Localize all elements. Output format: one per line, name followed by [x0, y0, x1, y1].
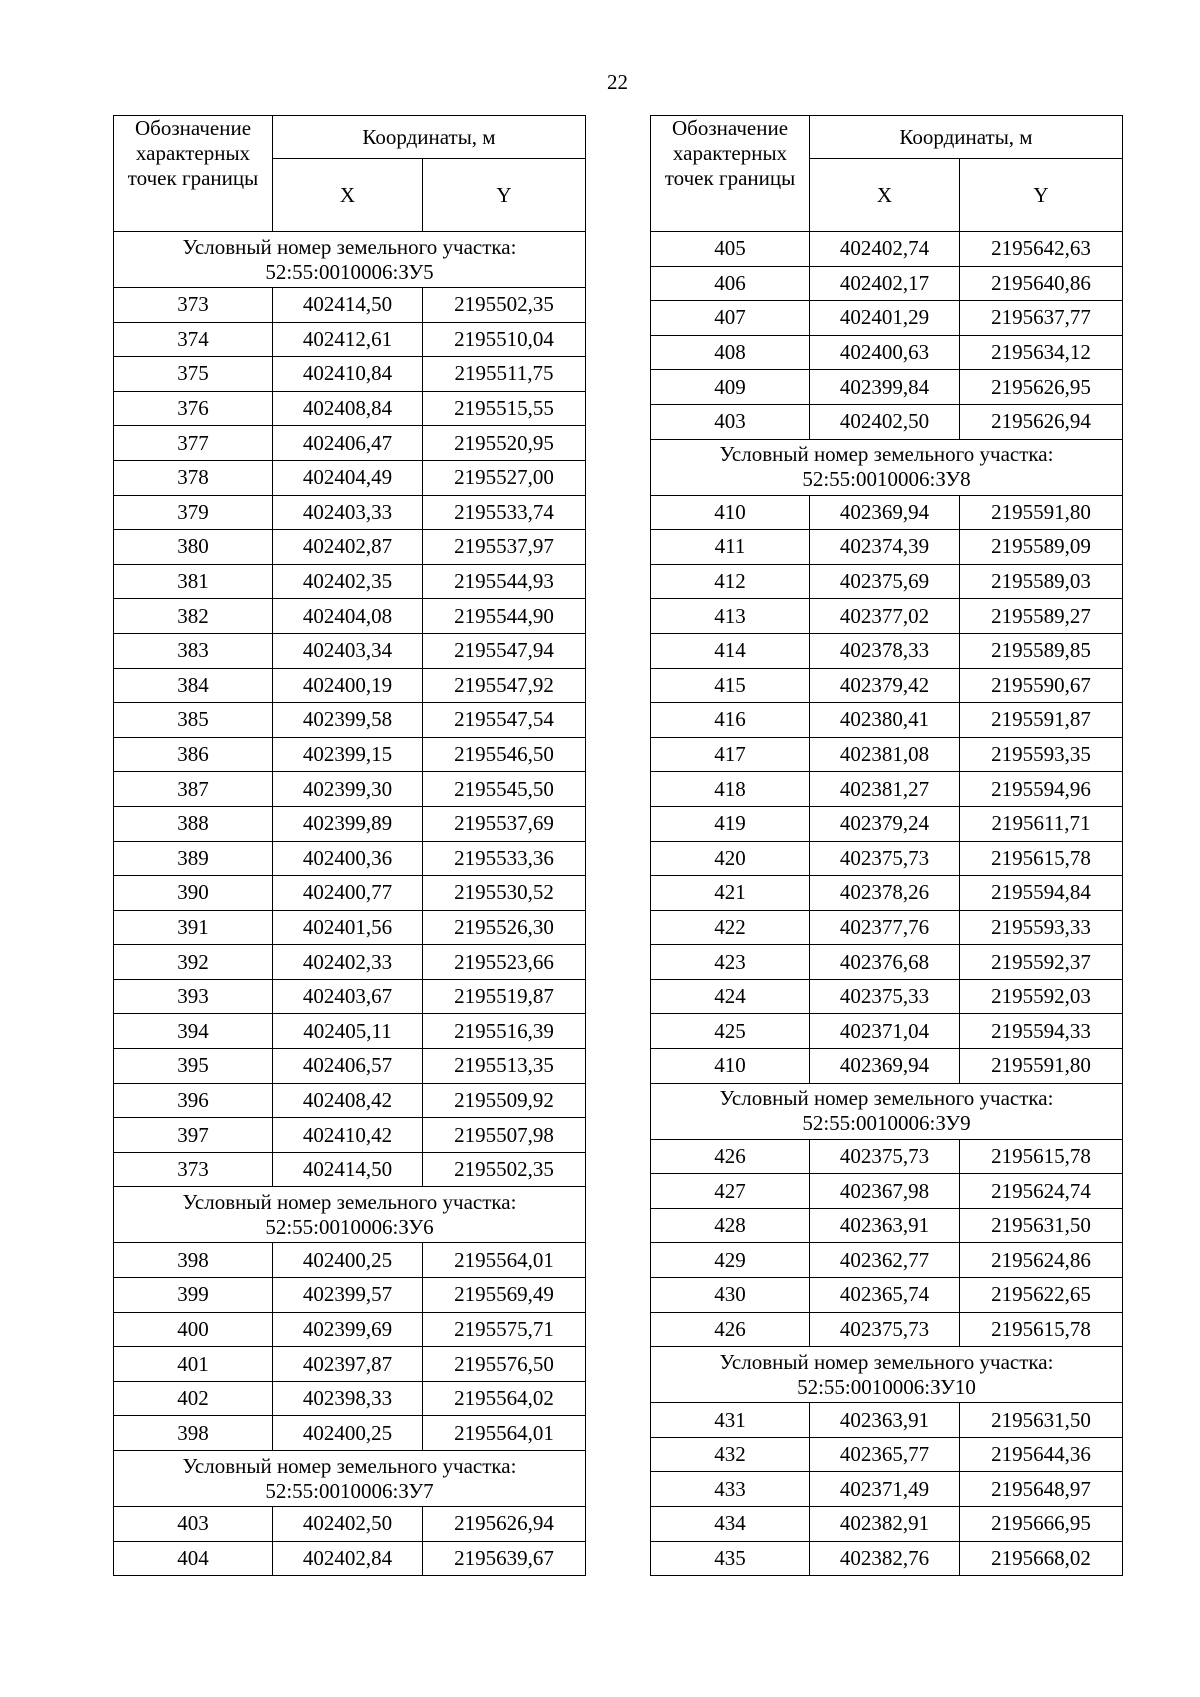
point-cell: 430	[651, 1278, 810, 1313]
table-row	[114, 322, 586, 357]
point-cell: 426	[651, 1312, 810, 1347]
point-cell: 382	[114, 599, 273, 634]
coordinates-table-left	[113, 115, 586, 1576]
x-cell: 402398,33	[273, 1381, 423, 1416]
x-cell: 402402,17	[810, 266, 960, 301]
table-row	[651, 1014, 1123, 1049]
point-cell: 390	[114, 876, 273, 911]
x-cell: 402371,04	[810, 1014, 960, 1049]
table-row	[114, 1278, 586, 1313]
x-cell: 402399,30	[273, 772, 423, 807]
table-row	[114, 703, 586, 738]
table-row	[114, 495, 586, 530]
x-cell: 402375,33	[810, 979, 960, 1014]
parcel-number-label: Условный номер земельного участка: 52:55:0010006:ЗУ8	[651, 439, 1123, 495]
y-cell: 2195564,01	[423, 1243, 586, 1278]
x-cell: 402375,73	[810, 841, 960, 876]
y-cell: 2195509,92	[423, 1083, 586, 1118]
table-row	[651, 232, 1123, 267]
section-row	[114, 1451, 586, 1507]
table-row	[114, 633, 586, 668]
x-cell: 402406,47	[273, 426, 423, 461]
point-cell: 381	[114, 564, 273, 599]
point-cell: 374	[114, 322, 273, 357]
y-cell: 2195537,69	[423, 806, 586, 841]
x-cell: 402403,67	[273, 979, 423, 1014]
y-cell: 2195511,75	[423, 357, 586, 392]
table-header	[114, 116, 586, 232]
parcel-number-label: Условный номер земельного участка: 52:55:0010006:ЗУ5	[114, 232, 586, 288]
y-cell: 2195507,98	[423, 1118, 586, 1153]
table-row	[651, 772, 1123, 807]
x-cell: 402369,94	[810, 495, 960, 530]
table-row	[114, 1014, 586, 1049]
table-row	[651, 945, 1123, 980]
y-cell: 2195591,80	[960, 1049, 1123, 1084]
table-row	[114, 1083, 586, 1118]
y-cell: 2195545,50	[423, 772, 586, 807]
y-cell: 2195523,66	[423, 945, 586, 980]
point-cell: 395	[114, 1049, 273, 1084]
table-row	[114, 426, 586, 461]
y-cell: 2195569,49	[423, 1278, 586, 1313]
table-row	[651, 1437, 1123, 1472]
y-cell: 2195594,84	[960, 876, 1123, 911]
point-cell: 425	[651, 1014, 810, 1049]
point-cell: 435	[651, 1541, 810, 1576]
x-cell: 402375,69	[810, 564, 960, 599]
table-row	[651, 876, 1123, 911]
point-cell: 397	[114, 1118, 273, 1153]
x-cell: 402414,50	[273, 1152, 423, 1187]
point-cell: 423	[651, 945, 810, 980]
point-cell: 422	[651, 910, 810, 945]
point-cell: 403	[651, 404, 810, 439]
point-cell: 421	[651, 876, 810, 911]
table-row	[114, 460, 586, 495]
section-row	[114, 1187, 586, 1243]
point-cell: 417	[651, 737, 810, 772]
table-row	[114, 945, 586, 980]
x-cell: 402410,84	[273, 357, 423, 392]
x-cell: 402381,08	[810, 737, 960, 772]
point-designation-header: Обозначение характерных точек границы	[114, 116, 273, 232]
point-cell: 379	[114, 495, 273, 530]
y-cell: 2195624,86	[960, 1243, 1123, 1278]
x-cell: 402400,19	[273, 668, 423, 703]
table-row	[651, 1541, 1123, 1576]
y-cell: 2195589,85	[960, 633, 1123, 668]
point-cell: 402	[114, 1381, 273, 1416]
table-row	[114, 1243, 586, 1278]
x-cell: 402362,77	[810, 1243, 960, 1278]
table-row	[114, 288, 586, 323]
table-row	[651, 633, 1123, 668]
table-row	[114, 806, 586, 841]
x-cell: 402382,91	[810, 1507, 960, 1542]
point-cell: 376	[114, 391, 273, 426]
point-cell: 427	[651, 1174, 810, 1209]
x-cell: 402375,73	[810, 1312, 960, 1347]
point-cell: 383	[114, 633, 273, 668]
y-cell: 2195544,90	[423, 599, 586, 634]
table-row	[651, 266, 1123, 301]
table-row	[114, 1049, 586, 1084]
point-cell: 426	[651, 1139, 810, 1174]
table-row	[114, 1381, 586, 1416]
x-cell: 402402,33	[273, 945, 423, 980]
point-cell: 414	[651, 633, 810, 668]
x-cell: 402365,77	[810, 1437, 960, 1472]
table-row	[651, 530, 1123, 565]
x-cell: 402402,84	[273, 1541, 423, 1576]
table-row	[651, 564, 1123, 599]
y-cell: 2195590,67	[960, 668, 1123, 703]
x-cell: 402402,35	[273, 564, 423, 599]
y-cell: 2195591,87	[960, 703, 1123, 738]
y-cell: 2195624,74	[960, 1174, 1123, 1209]
point-cell: 380	[114, 530, 273, 565]
x-header: X	[810, 159, 960, 232]
coordinates-header: Координаты, м	[810, 116, 1123, 159]
y-header: Y	[423, 159, 586, 232]
x-cell: 402399,84	[810, 370, 960, 405]
x-cell: 402402,50	[273, 1507, 423, 1542]
y-cell: 2195576,50	[423, 1347, 586, 1382]
table-row	[651, 910, 1123, 945]
point-cell: 434	[651, 1507, 810, 1542]
table-row	[651, 1174, 1123, 1209]
point-cell: 412	[651, 564, 810, 599]
x-cell: 402363,91	[810, 1208, 960, 1243]
point-cell: 391	[114, 910, 273, 945]
x-cell: 402405,11	[273, 1014, 423, 1049]
point-cell: 405	[651, 232, 810, 267]
parcel-number-label: Условный номер земельного участка: 52:55:0010006:ЗУ7	[114, 1451, 586, 1507]
point-cell: 415	[651, 668, 810, 703]
y-cell: 2195546,50	[423, 737, 586, 772]
x-cell: 402365,74	[810, 1278, 960, 1313]
table-row	[114, 772, 586, 807]
point-cell: 406	[651, 266, 810, 301]
x-cell: 402400,63	[810, 335, 960, 370]
x-cell: 402402,87	[273, 530, 423, 565]
point-cell: 433	[651, 1472, 810, 1507]
x-cell: 402406,57	[273, 1049, 423, 1084]
table-row	[114, 599, 586, 634]
point-cell: 429	[651, 1243, 810, 1278]
x-cell: 402403,34	[273, 633, 423, 668]
point-cell: 418	[651, 772, 810, 807]
point-cell: 419	[651, 806, 810, 841]
table-row	[114, 737, 586, 772]
table-body	[651, 232, 1123, 1576]
point-cell: 387	[114, 772, 273, 807]
table-row	[651, 370, 1123, 405]
y-cell: 2195513,35	[423, 1049, 586, 1084]
y-cell: 2195648,97	[960, 1472, 1123, 1507]
x-cell: 402404,49	[273, 460, 423, 495]
x-cell: 402403,33	[273, 495, 423, 530]
point-cell: 389	[114, 841, 273, 876]
point-cell: 373	[114, 1152, 273, 1187]
point-cell: 398	[114, 1243, 273, 1278]
y-cell: 2195644,36	[960, 1437, 1123, 1472]
table-row	[114, 530, 586, 565]
y-cell: 2195547,92	[423, 668, 586, 703]
point-cell: 377	[114, 426, 273, 461]
x-cell: 402379,24	[810, 806, 960, 841]
y-cell: 2195510,04	[423, 322, 586, 357]
y-cell: 2195668,02	[960, 1541, 1123, 1576]
x-cell: 402381,27	[810, 772, 960, 807]
x-cell: 402401,56	[273, 910, 423, 945]
point-cell: 410	[651, 495, 810, 530]
table-row	[651, 979, 1123, 1014]
y-cell: 2195592,37	[960, 945, 1123, 980]
y-cell: 2195615,78	[960, 841, 1123, 876]
table-row	[114, 357, 586, 392]
x-cell: 402374,39	[810, 530, 960, 565]
table-row	[114, 1152, 586, 1187]
point-cell: 399	[114, 1278, 273, 1313]
point-cell: 401	[114, 1347, 273, 1382]
x-cell: 402371,49	[810, 1472, 960, 1507]
y-cell: 2195502,35	[423, 288, 586, 323]
point-cell: 413	[651, 599, 810, 634]
point-cell: 384	[114, 668, 273, 703]
y-cell: 2195631,50	[960, 1403, 1123, 1438]
y-cell: 2195615,78	[960, 1312, 1123, 1347]
x-cell: 402377,76	[810, 910, 960, 945]
x-cell: 402399,69	[273, 1312, 423, 1347]
y-cell: 2195519,87	[423, 979, 586, 1014]
coordinates-table-right	[650, 115, 1123, 1576]
x-cell: 402375,73	[810, 1139, 960, 1174]
x-cell: 402414,50	[273, 288, 423, 323]
y-cell: 2195626,95	[960, 370, 1123, 405]
point-cell: 432	[651, 1437, 810, 1472]
y-cell: 2195639,67	[423, 1541, 586, 1576]
point-cell: 420	[651, 841, 810, 876]
table-body	[114, 232, 586, 1576]
y-cell: 2195589,27	[960, 599, 1123, 634]
x-cell: 402378,33	[810, 633, 960, 668]
y-cell: 2195533,36	[423, 841, 586, 876]
y-cell: 2195533,74	[423, 495, 586, 530]
x-cell: 402399,15	[273, 737, 423, 772]
table-row	[651, 301, 1123, 336]
x-header: X	[273, 159, 423, 232]
point-cell: 431	[651, 1403, 810, 1438]
table-row	[651, 335, 1123, 370]
y-cell: 2195589,03	[960, 564, 1123, 599]
x-cell: 402412,61	[273, 322, 423, 357]
table-row	[651, 668, 1123, 703]
table-row	[114, 391, 586, 426]
table-row	[114, 1118, 586, 1153]
x-cell: 402400,25	[273, 1416, 423, 1451]
point-cell: 408	[651, 335, 810, 370]
point-cell: 410	[651, 1049, 810, 1084]
x-cell: 402363,91	[810, 1403, 960, 1438]
point-cell: 398	[114, 1416, 273, 1451]
point-cell: 407	[651, 301, 810, 336]
y-cell: 2195594,33	[960, 1014, 1123, 1049]
x-cell: 402400,36	[273, 841, 423, 876]
y-cell: 2195611,71	[960, 806, 1123, 841]
x-cell: 402408,84	[273, 391, 423, 426]
table-row	[651, 703, 1123, 738]
table-row	[651, 1139, 1123, 1174]
table-row	[651, 1278, 1123, 1313]
y-cell: 2195594,96	[960, 772, 1123, 807]
y-cell: 2195637,77	[960, 301, 1123, 336]
point-cell: 403	[114, 1507, 273, 1542]
y-header: Y	[960, 159, 1123, 232]
y-cell: 2195575,71	[423, 1312, 586, 1347]
x-cell: 402399,89	[273, 806, 423, 841]
x-cell: 402404,08	[273, 599, 423, 634]
parcel-number-label: Условный номер земельного участка: 52:55:0010006:ЗУ9	[651, 1083, 1123, 1139]
y-cell: 2195592,03	[960, 979, 1123, 1014]
point-cell: 375	[114, 357, 273, 392]
y-cell: 2195626,94	[960, 404, 1123, 439]
point-cell: 385	[114, 703, 273, 738]
y-cell: 2195593,33	[960, 910, 1123, 945]
point-cell: 394	[114, 1014, 273, 1049]
table-row	[114, 1312, 586, 1347]
y-cell: 2195530,52	[423, 876, 586, 911]
point-cell: 392	[114, 945, 273, 980]
table-row	[114, 1416, 586, 1451]
table-row	[114, 876, 586, 911]
x-cell: 402376,68	[810, 945, 960, 980]
point-cell: 428	[651, 1208, 810, 1243]
y-cell: 2195547,94	[423, 633, 586, 668]
table-row	[651, 1403, 1123, 1438]
y-cell: 2195591,80	[960, 495, 1123, 530]
x-cell: 402369,94	[810, 1049, 960, 1084]
y-cell: 2195537,97	[423, 530, 586, 565]
point-cell: 424	[651, 979, 810, 1014]
coordinates-header: Координаты, м	[273, 116, 586, 159]
table-row	[651, 599, 1123, 634]
table-row	[651, 404, 1123, 439]
y-cell: 2195502,35	[423, 1152, 586, 1187]
parcel-number-label: Условный номер земельного участка: 52:55:0010006:ЗУ6	[114, 1187, 586, 1243]
table-row	[651, 737, 1123, 772]
x-cell: 402402,74	[810, 232, 960, 267]
table-row	[651, 495, 1123, 530]
y-cell: 2195642,63	[960, 232, 1123, 267]
parcel-number-label: Условный номер земельного участка: 52:55:0010006:ЗУ10	[651, 1347, 1123, 1403]
y-cell: 2195526,30	[423, 910, 586, 945]
section-row	[651, 1083, 1123, 1139]
point-cell: 396	[114, 1083, 273, 1118]
x-cell: 402408,42	[273, 1083, 423, 1118]
table-row	[651, 841, 1123, 876]
table-row	[114, 979, 586, 1014]
section-row	[114, 232, 586, 288]
y-cell: 2195520,95	[423, 426, 586, 461]
x-cell: 402379,42	[810, 668, 960, 703]
table-row	[651, 1312, 1123, 1347]
y-cell: 2195631,50	[960, 1208, 1123, 1243]
table-header	[651, 116, 1123, 232]
x-cell: 402380,41	[810, 703, 960, 738]
table-row	[114, 1507, 586, 1542]
point-cell: 409	[651, 370, 810, 405]
table-row	[114, 564, 586, 599]
table-row	[114, 910, 586, 945]
x-cell: 402410,42	[273, 1118, 423, 1153]
x-cell: 402401,29	[810, 301, 960, 336]
point-cell: 400	[114, 1312, 273, 1347]
point-cell: 386	[114, 737, 273, 772]
y-cell: 2195527,00	[423, 460, 586, 495]
point-cell: 378	[114, 460, 273, 495]
point-designation-header: Обозначение характерных точек границы	[651, 116, 810, 232]
table-row	[651, 1507, 1123, 1542]
table-row	[114, 1541, 586, 1576]
table-row	[651, 806, 1123, 841]
x-cell: 402402,50	[810, 404, 960, 439]
y-cell: 2195564,02	[423, 1381, 586, 1416]
y-cell: 2195615,78	[960, 1139, 1123, 1174]
x-cell: 402399,58	[273, 703, 423, 738]
table-row	[114, 841, 586, 876]
x-cell: 402397,87	[273, 1347, 423, 1382]
table-row	[114, 1347, 586, 1382]
point-cell: 373	[114, 288, 273, 323]
x-cell: 402382,76	[810, 1541, 960, 1576]
table-row	[651, 1472, 1123, 1507]
table-row	[651, 1208, 1123, 1243]
x-cell: 402400,77	[273, 876, 423, 911]
y-cell: 2195634,12	[960, 335, 1123, 370]
y-cell: 2195515,55	[423, 391, 586, 426]
y-cell: 2195593,35	[960, 737, 1123, 772]
y-cell: 2195547,54	[423, 703, 586, 738]
page-number: 22	[607, 70, 628, 94]
x-cell: 402378,26	[810, 876, 960, 911]
y-cell: 2195544,93	[423, 564, 586, 599]
y-cell: 2195666,95	[960, 1507, 1123, 1542]
section-row	[651, 439, 1123, 495]
x-cell: 402400,25	[273, 1243, 423, 1278]
y-cell: 2195640,86	[960, 266, 1123, 301]
point-cell: 416	[651, 703, 810, 738]
y-cell: 2195589,09	[960, 530, 1123, 565]
y-cell: 2195626,94	[423, 1507, 586, 1542]
table-row	[651, 1049, 1123, 1084]
y-cell: 2195516,39	[423, 1014, 586, 1049]
point-cell: 393	[114, 979, 273, 1014]
point-cell: 404	[114, 1541, 273, 1576]
x-cell: 402367,98	[810, 1174, 960, 1209]
point-cell: 411	[651, 530, 810, 565]
point-cell: 388	[114, 806, 273, 841]
y-cell: 2195622,65	[960, 1278, 1123, 1313]
table-row	[651, 1243, 1123, 1278]
y-cell: 2195564,01	[423, 1416, 586, 1451]
table-row	[114, 668, 586, 703]
x-cell: 402377,02	[810, 599, 960, 634]
section-row	[651, 1347, 1123, 1403]
x-cell: 402399,57	[273, 1278, 423, 1313]
